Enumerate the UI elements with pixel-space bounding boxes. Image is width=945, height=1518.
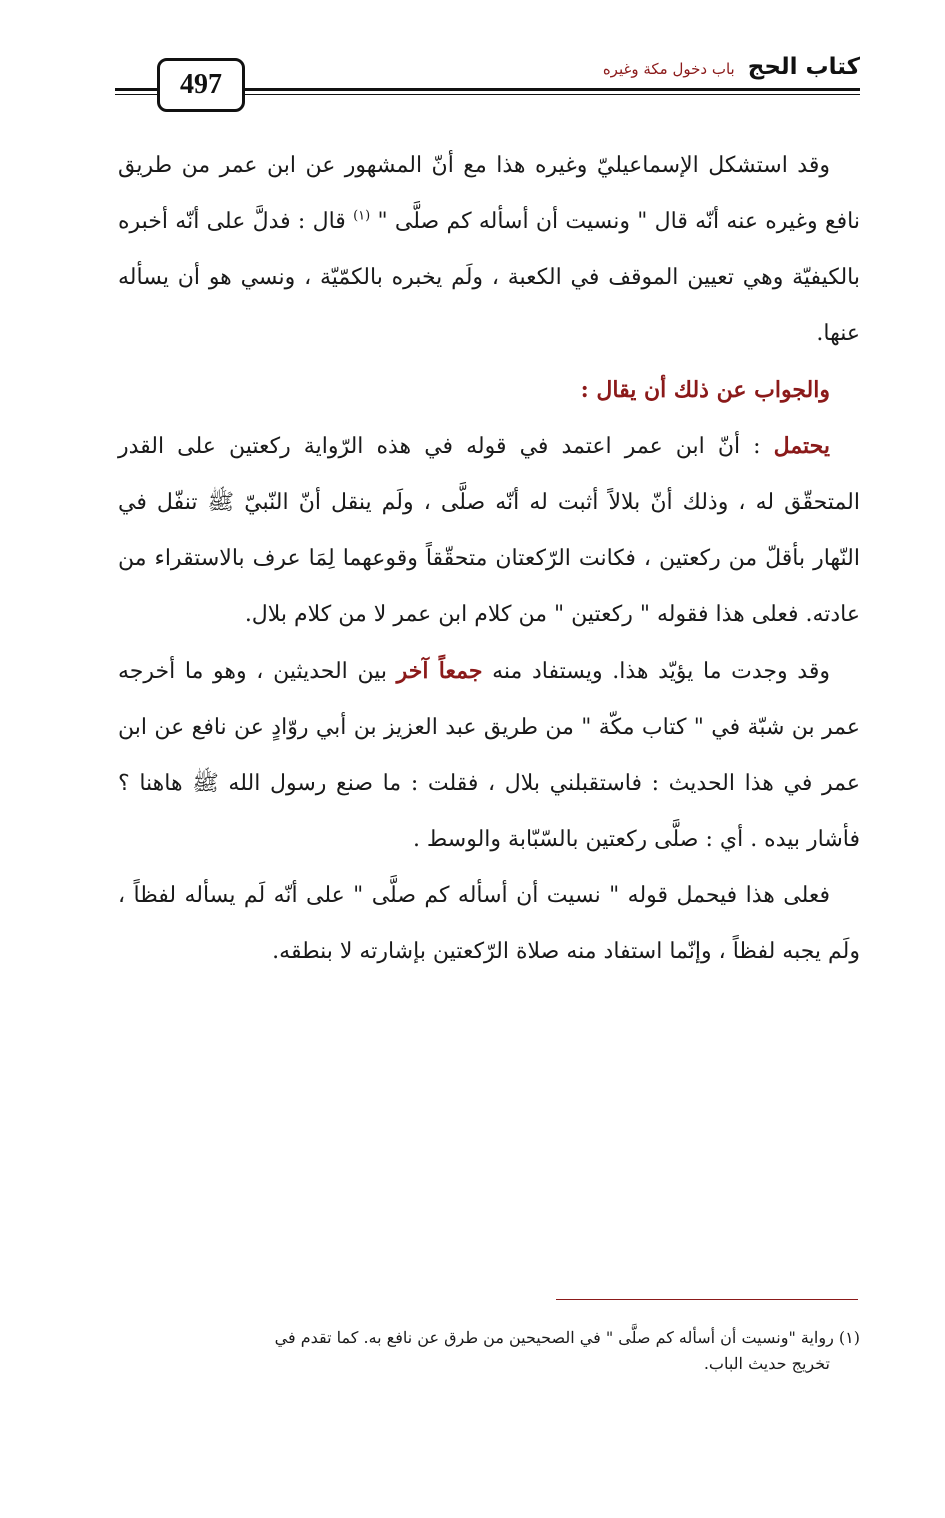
footnote-line-1: (١) رواية "ونسيت أن أسأله كم صلَّى " في الصحيحين من طرق عن نافع به. كما تقدم في [274,1328,860,1347]
paragraph-3 [118,643,860,868]
book-title: كتاب الحج [747,54,860,80]
paragraph-1 [118,138,860,362]
running-head [603,54,860,80]
paragraph-2-text: : أنّ ابن عمر اعتمد في قوله في هذه الرّواية ركعتين على القدر المتحقّق له ، وذلك أنّ بلالاً أثبت له أنّه صلَّى ، ولَم ينقل أنّ النّبيّ ﷺ تنفّل في النّهار بأقلّ من ركعتين ، فكانت الرّكعتان متحقّقاً وقوعهما لِمَا عرف بالاستقراء من عادته. فعلى هذا فقوله " ركعتين " من كلام ابن عمر لا من كلام بلال. [118,434,860,627]
chapter-title: باب دخول مكة وغيره [602,60,735,78]
paragraph-2 [118,418,860,643]
paragraph-3-highlight: جمعاً آخر [396,658,483,684]
page-number: 497 [157,58,245,112]
paragraph-3-a: وقد وجدت ما يؤيّد هذا. ويستفاد منه [482,659,830,684]
footnote-reference: (١) [353,208,371,224]
footnote-separator [556,1299,858,1300]
paragraph-1-rest: قال : فدلَّ على أنّه أخبره بالكيفيّة وهي تعيين الموقف في الكعبة ، ولَم يخبره بالكمّيّة ، ونسي هو أن يسأله عنها. [118,209,860,346]
section-heading: والجواب عن ذلك أن يقال : [580,377,830,403]
page-header [115,50,860,120]
paragraph-2-lead: يحتمل [773,433,830,459]
paragraph-3-b: بين الحديثين ، وهو ما أخرجه عمر بن شبّة في " كتاب مكّة " من طريق عبد العزيز بن أبي روّادٍ عن نافع عن ابن عمر في هذا الحديث : فاستقبلني بلال ، فقلت : ما صنع رسول الله ﷺ هاهنا ؟ فأشار بيده . أي : صلَّى ركعتين بالسّبّابة والوسط . [118,659,860,852]
main-text [118,138,860,980]
paragraph-1-text: وقد استشكل الإسماعيليّ وغيره هذا مع أنّ المشهور عن ابن عمر من طريق نافع وغيره عنه أنّه قال " ونسيت أن أسأله كم صلَّى " [118,153,861,234]
paragraph-4: فعلى هذا فيحمل قوله " نسيت أن أسأله كم صلَّى " على أنّه لَم يسأله لفظاً ، ولَم يجبه لفظاً ، وإنّما استفاد منه صلاة الرّكعتين بإشارته لا بنطقه. [118,883,860,964]
footnote-line-2: تخريج حديث الباب. [703,1354,830,1373]
footnote [115,1325,860,1377]
